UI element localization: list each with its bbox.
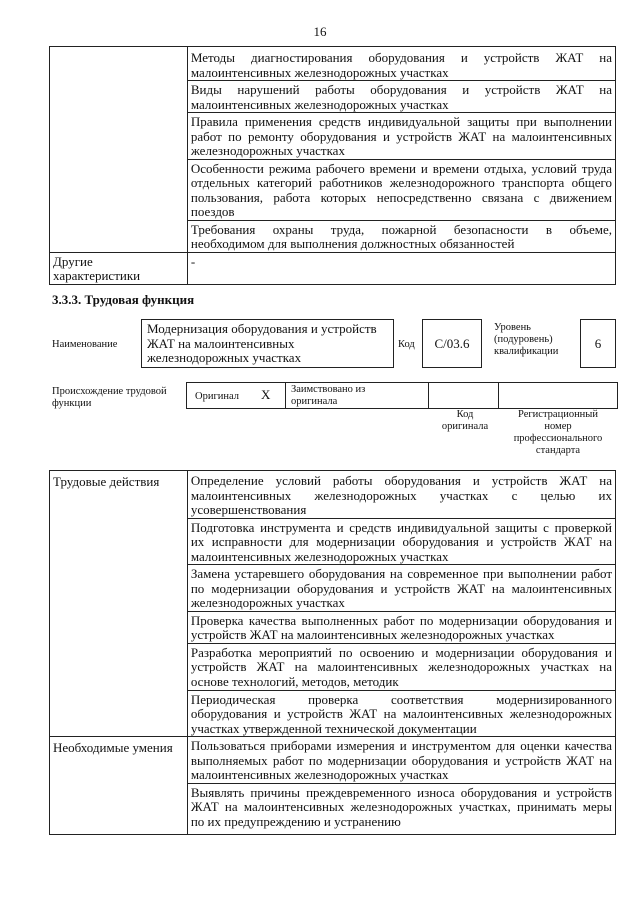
knowledge-item: Требования охраны труда, пожарной безопасности в объеме, необходимом для выполнения должностных обязанностей xyxy=(187,220,615,252)
action-item: Замена устаревшего оборудования на современное при выполнении работ по модернизации оборудования и устройств ЖАТ на малоинтенсивных железнодорожных участках xyxy=(187,565,615,612)
labor-function-table xyxy=(49,470,616,835)
code-label: Код xyxy=(398,339,415,350)
function-name-line: Модернизация оборудования и устройств xyxy=(147,321,377,336)
knowledge-item: Виды нарушений работы оборудования и устройств ЖАТ на малоинтенсивных железнодорожных участках xyxy=(187,81,615,113)
origin-divider xyxy=(498,383,499,408)
borrowed-label: Заимствовано из оригинала xyxy=(291,384,366,407)
code-value-box xyxy=(422,319,482,368)
code-original-caption: Код оригинала xyxy=(441,409,489,432)
section-heading: 3.3.3. Трудовая функция xyxy=(52,292,195,307)
function-name-line: ЖАТ на малоинтенсивных xyxy=(147,335,295,351)
function-name-box xyxy=(141,319,394,368)
reg-number-caption: Регистрационный номер профессионального стандарта xyxy=(513,409,603,456)
action-item: Проверка качества выполненных работ по модернизации оборудования и устройств ЖАТ на малоинтенсивных железнодорожных участках xyxy=(187,611,615,643)
skills-label: Необходимые умения xyxy=(50,737,188,835)
left-empty-cell xyxy=(50,47,188,253)
original-label: Оригинал xyxy=(195,391,239,402)
page-number: 16 xyxy=(313,24,327,39)
skill-item: Пользоваться приборами измерения и инструментом для оценки качества выполняемых работ по модернизации оборудования и устройств ЖАТ на малоинтенсивных железнодорожных участках xyxy=(187,737,615,784)
original-mark: X xyxy=(261,387,271,402)
skill-item: Выявлять причины преждевременного износа оборудования и устройств ЖАТ на малоинтенсивных железнодорожных участках, принимать меры по их предупреждению и устранению xyxy=(187,783,615,834)
action-item: Подготовка инструмента и средств индивидуальной защиты с проверкой их исправности для модернизации оборудования и устройств ЖАТ на малоинтенсивных железнодорожных участках xyxy=(187,518,615,565)
actions-label: Трудовые действия xyxy=(50,471,188,737)
name-label: Наименование xyxy=(52,339,118,350)
level-label: Уровень (подуровень) квалификации xyxy=(494,322,559,357)
other-characteristics-label: Другие характеристики xyxy=(50,252,188,284)
level-value: 6 xyxy=(594,336,602,351)
other-characteristics-value: - xyxy=(187,252,615,284)
level-value-box xyxy=(580,319,616,368)
origin-divider xyxy=(428,383,429,408)
action-item: Определение условий работы оборудования и устройств ЖАТ на малоинтенсивных железнодорожных участках с целью их усовершенствования xyxy=(187,471,615,519)
knowledge-item: Методы диагностирования оборудования и устройств ЖАТ на малоинтенсивных железнодорожных участках xyxy=(187,47,615,81)
origin-divider xyxy=(285,383,286,408)
knowledge-table xyxy=(49,46,616,285)
origin-label: Происхождение трудовой функции xyxy=(52,386,167,409)
knowledge-item: Особенности режима рабочего времени и времени отдыха, условий труда отдельных категорий работников железнодорожного транспорта общего пользования, работа которых непосредственно связана с движением поездов xyxy=(187,159,615,220)
action-item: Разработка мероприятий по освоению и модернизации оборудования и устройств ЖАТ на малоинтенсивных железнодорожных участках на основе технологий, методов, методик xyxy=(187,643,615,690)
knowledge-item: Правила применения средств индивидуальной защиты при выполнении работ по ремонту оборудования и устройств ЖАТ на малоинтенсивных железнодорожных участках xyxy=(187,113,615,160)
action-item: Периодическая проверка соответствия модернизированного оборудования и устройств ЖАТ на малоинтенсивных железнодорожных участках утвержденной технической документации xyxy=(187,690,615,737)
code-value: С/03.6 xyxy=(434,336,470,351)
origin-row xyxy=(186,382,618,409)
function-name-line: железнодорожных участках xyxy=(147,350,302,365)
